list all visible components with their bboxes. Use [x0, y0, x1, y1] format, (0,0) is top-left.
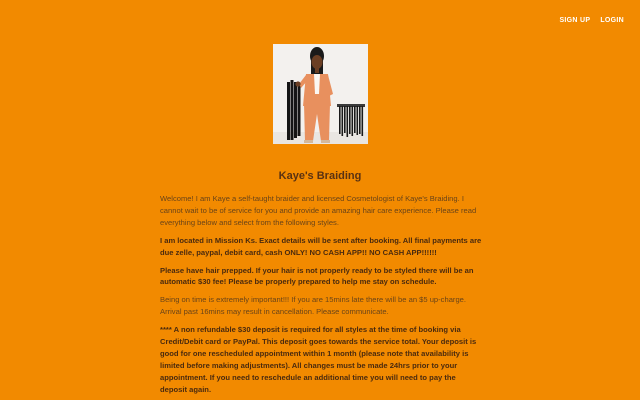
description-paragraph-2: I am located in Mission Ks. Exact details will be sent after booking. All final payments are due zelle, paypal, debit card, cash ONLY! NO CASH APP!! NO CASH APP!!!!!!	[160, 235, 482, 257]
braider-photo-illustration	[273, 44, 368, 144]
description-paragraph-3: Please have hair prepped. If your hair is not properly ready to be styled there will be an automatic $30 fee! Please be properly prepared to help me stay on schedule.	[160, 265, 474, 287]
business-description	[160, 193, 482, 400]
login-link[interactable]: LOGIN	[600, 17, 624, 24]
signup-link[interactable]: SIGN UP	[559, 17, 591, 24]
description-paragraph-4: Being on time is extremely important!!! If you are 15mins late there will be an $5 up-charge. Arrival past 16mins may result in cancellation. Please communicate.	[160, 295, 467, 317]
business-name: Kaye's Braiding	[278, 170, 362, 183]
top-nav	[559, 17, 624, 24]
description-paragraph-5: **** A non refundable $30 deposit is required for all styles at the time of booking via Credit/Debit card or PayPal. This deposit goes towards the service total. Your deposit is good for one rescheduled appointment within 1 month (please note that availability is limited before making adjustments). All changes must be made 24hrs prior to your appointment. If you need to reschedule an additional time you will need to pay the deposit again.	[160, 325, 477, 394]
description-paragraph-1: Welcome! I am Kaye a self-taught braider and licensed Cosmetologist of Kaye's Braiding. I cannot wait to be of service for you and provide an amazing hair care experience. Please read everything below and select from the following styles.	[160, 194, 477, 227]
business-photo	[273, 44, 368, 144]
